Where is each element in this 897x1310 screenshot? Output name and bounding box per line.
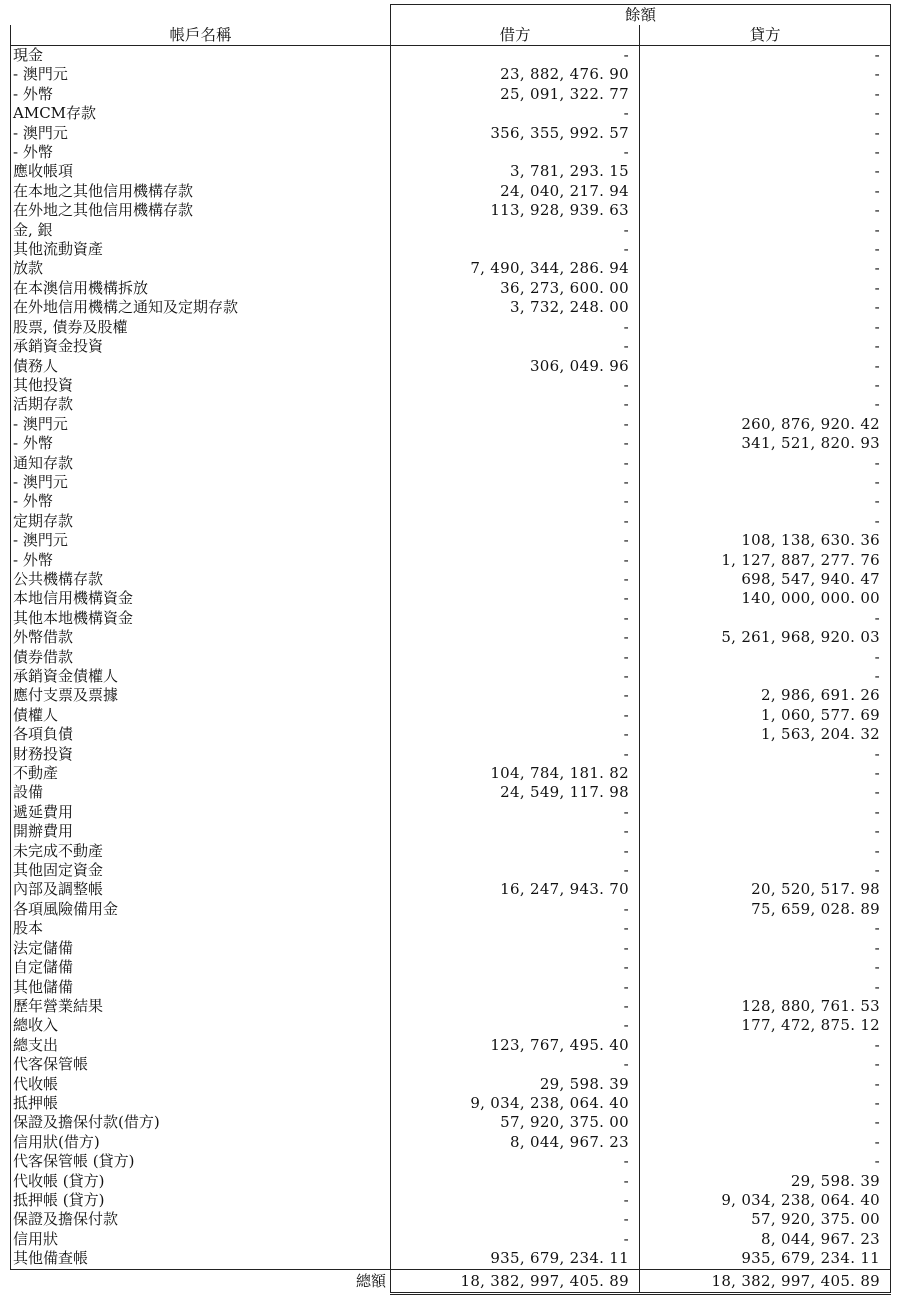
table-row — [11, 1191, 891, 1210]
header-row-top — [11, 5, 891, 26]
table-row — [11, 764, 891, 783]
debit-cell: 16, 247, 943. 70 — [391, 880, 640, 899]
account-name-cell: - 外幣 — [11, 434, 391, 453]
table-row — [11, 939, 891, 958]
table-row — [11, 997, 891, 1016]
credit-header: 貸方 — [640, 25, 891, 46]
credit-cell: - — [640, 454, 891, 473]
account-name-cell: 代收帳 (貸方) — [11, 1172, 391, 1191]
debit-cell: - — [391, 492, 640, 511]
credit-cell: - — [640, 143, 891, 162]
debit-cell: - — [391, 104, 640, 123]
debit-cell: - — [391, 686, 640, 705]
debit-cell: - — [391, 221, 640, 240]
debit-cell: - — [391, 842, 640, 861]
account-name-cell: 本地信用機構資金 — [11, 589, 391, 608]
credit-cell: - — [640, 318, 891, 337]
credit-cell: - — [640, 376, 891, 395]
table-row — [11, 182, 891, 201]
account-name-cell: 法定儲備 — [11, 939, 391, 958]
debit-cell: - — [391, 745, 640, 764]
debit-cell: 113, 928, 939. 63 — [391, 201, 640, 220]
debit-cell: - — [391, 434, 640, 453]
credit-cell: - — [640, 46, 891, 66]
account-name-cell: 各項風險備用金 — [11, 900, 391, 919]
credit-cell: - — [640, 357, 891, 376]
account-name-cell: 抵押帳 (貸方) — [11, 1191, 391, 1210]
debit-cell: - — [391, 143, 640, 162]
table-row — [11, 531, 891, 550]
account-name-cell: 其他固定資金 — [11, 861, 391, 880]
table-row — [11, 298, 891, 317]
debit-cell: - — [391, 570, 640, 589]
table-row — [11, 143, 891, 162]
credit-cell: - — [640, 85, 891, 104]
credit-cell: - — [640, 104, 891, 123]
account-name-cell: 其他流動資產 — [11, 240, 391, 259]
account-name-cell: 代收帳 — [11, 1075, 391, 1094]
table-row — [11, 492, 891, 511]
table-row — [11, 686, 891, 705]
credit-cell: 1, 563, 204. 32 — [640, 725, 891, 744]
table-row — [11, 259, 891, 278]
account-name-cell: - 澳門元 — [11, 415, 391, 434]
credit-cell: 128, 880, 761. 53 — [640, 997, 891, 1016]
account-name-cell: - 外幣 — [11, 143, 391, 162]
credit-cell: - — [640, 1152, 891, 1171]
debit-cell: - — [391, 997, 640, 1016]
account-name-header: 帳戶名稱 — [11, 25, 391, 46]
credit-cell: - — [640, 162, 891, 181]
debit-cell: 29, 598. 39 — [391, 1075, 640, 1094]
table-row — [11, 551, 891, 570]
debit-cell: - — [391, 978, 640, 997]
account-name-cell: 外幣借款 — [11, 628, 391, 647]
debit-cell: - — [391, 919, 640, 938]
account-name-cell: 公共機構存款 — [11, 570, 391, 589]
credit-cell: - — [640, 337, 891, 356]
credit-cell: - — [640, 978, 891, 997]
account-name-cell: 債券借款 — [11, 648, 391, 667]
credit-cell: 2, 986, 691. 26 — [640, 686, 891, 705]
account-name-cell: - 外幣 — [11, 551, 391, 570]
balance-header: 餘額 — [391, 5, 891, 26]
table-row — [11, 628, 891, 647]
table-row — [11, 725, 891, 744]
debit-cell: - — [391, 958, 640, 977]
debit-cell: 104, 784, 181. 82 — [391, 764, 640, 783]
account-name-cell: 承銷資金債權人 — [11, 667, 391, 686]
account-name-cell: 金, 銀 — [11, 221, 391, 240]
credit-cell: - — [640, 609, 891, 628]
credit-cell: 5, 261, 968, 920. 03 — [640, 628, 891, 647]
account-name-cell: AMCM存款 — [11, 104, 391, 123]
credit-cell: 1, 060, 577. 69 — [640, 706, 891, 725]
account-name-cell: 在外地之其他信用機構存款 — [11, 201, 391, 220]
header-row-sub — [11, 25, 891, 46]
credit-cell: 75, 659, 028. 89 — [640, 900, 891, 919]
credit-cell: - — [640, 919, 891, 938]
account-name-cell: 代客保管帳 — [11, 1055, 391, 1074]
debit-cell: 123, 767, 495. 40 — [391, 1036, 640, 1055]
table-row — [11, 1094, 891, 1113]
credit-cell: - — [640, 1113, 891, 1132]
table-row — [11, 1016, 891, 1035]
trial-balance-sheet — [10, 4, 890, 1295]
table-row — [11, 221, 891, 240]
table-row — [11, 512, 891, 531]
credit-cell: - — [640, 1036, 891, 1055]
debit-cell: - — [391, 1210, 640, 1229]
credit-cell: - — [640, 201, 891, 220]
table-row — [11, 376, 891, 395]
debit-cell: 7, 490, 344, 286. 94 — [391, 259, 640, 278]
debit-cell: 36, 273, 600. 00 — [391, 279, 640, 298]
debit-cell: 23, 882, 476. 90 — [391, 65, 640, 84]
credit-cell: - — [640, 65, 891, 84]
table-row — [11, 337, 891, 356]
credit-cell: - — [640, 939, 891, 958]
account-name-cell: 其他備查帳 — [11, 1249, 391, 1269]
debit-cell: - — [391, 415, 640, 434]
debit-cell: - — [391, 1191, 640, 1210]
account-name-cell: - 澳門元 — [11, 473, 391, 492]
table-row — [11, 842, 891, 861]
credit-cell: - — [640, 1075, 891, 1094]
table-row — [11, 279, 891, 298]
table-row — [11, 318, 891, 337]
account-name-cell: 信用狀 — [11, 1230, 391, 1249]
credit-cell: - — [640, 667, 891, 686]
table-row — [11, 958, 891, 977]
credit-cell: - — [640, 764, 891, 783]
table-row — [11, 861, 891, 880]
debit-cell: 25, 091, 322. 77 — [391, 85, 640, 104]
account-name-cell: - 澳門元 — [11, 531, 391, 550]
debit-cell: - — [391, 1055, 640, 1074]
debit-cell: 306, 049. 96 — [391, 357, 640, 376]
account-name-cell: 通知存款 — [11, 454, 391, 473]
account-name-cell: - 澳門元 — [11, 124, 391, 143]
total-label: 總額 — [355, 1272, 386, 1291]
account-name-cell: 股本 — [11, 919, 391, 938]
debit-cell: - — [391, 589, 640, 608]
account-name-cell: 其他本地機構資金 — [11, 609, 391, 628]
credit-cell: - — [640, 745, 891, 764]
table-row — [11, 880, 891, 899]
account-name-cell: 保證及擔保付款 — [11, 1210, 391, 1229]
debit-cell: - — [391, 531, 640, 550]
credit-cell: - — [640, 1094, 891, 1113]
debit-cell: - — [391, 512, 640, 531]
table-row — [11, 1172, 891, 1191]
credit-cell: - — [640, 648, 891, 667]
credit-cell: 9, 034, 238, 064. 40 — [640, 1191, 891, 1210]
credit-cell: 341, 521, 820. 93 — [640, 434, 891, 453]
table-row — [11, 162, 891, 181]
credit-cell: - — [640, 822, 891, 841]
debit-cell: - — [391, 1152, 640, 1171]
table-row — [11, 589, 891, 608]
debit-cell: - — [391, 939, 640, 958]
account-name-cell: 放款 — [11, 259, 391, 278]
debit-cell: - — [391, 337, 640, 356]
credit-cell: - — [640, 783, 891, 802]
table-row — [11, 803, 891, 822]
account-name-cell: 抵押帳 — [11, 1094, 391, 1113]
credit-cell: 108, 138, 630. 36 — [640, 531, 891, 550]
credit-cell: - — [640, 182, 891, 201]
debit-cell: 24, 040, 217. 94 — [391, 182, 640, 201]
account-name-cell: 代客保管帳 (貸方) — [11, 1152, 391, 1171]
table-row — [11, 1075, 891, 1094]
credit-cell: - — [640, 473, 891, 492]
debit-cell: - — [391, 706, 640, 725]
credit-cell: 8, 044, 967. 23 — [640, 1230, 891, 1249]
table-row — [11, 1133, 891, 1152]
account-name-cell: 設備 — [11, 783, 391, 802]
table-row — [11, 1230, 891, 1249]
credit-cell: - — [640, 124, 891, 143]
debit-cell: - — [391, 861, 640, 880]
account-name-cell: 歷年營業結果 — [11, 997, 391, 1016]
account-name-cell: - 外幣 — [11, 492, 391, 511]
credit-cell: - — [640, 1055, 891, 1074]
account-name-cell: 現金 — [11, 46, 391, 66]
credit-cell: - — [640, 803, 891, 822]
table-row — [11, 46, 891, 66]
account-name-cell: 各項負債 — [11, 725, 391, 744]
account-name-cell: 內部及調整帳 — [11, 880, 391, 899]
account-name-cell: 自定儲備 — [11, 958, 391, 977]
debit-cell: - — [391, 454, 640, 473]
debit-cell: - — [391, 473, 640, 492]
table-row — [11, 570, 891, 589]
credit-cell: - — [640, 221, 891, 240]
table-row — [11, 1249, 891, 1269]
account-name-cell: 債務人 — [11, 357, 391, 376]
table-row — [11, 201, 891, 220]
account-name-cell: - 澳門元 — [11, 65, 391, 84]
table-row — [11, 415, 891, 434]
debit-cell: - — [391, 1016, 640, 1035]
debit-cell: - — [391, 725, 640, 744]
table-row — [11, 124, 891, 143]
table-row — [11, 900, 891, 919]
credit-cell: 260, 876, 920. 42 — [640, 415, 891, 434]
table-row — [11, 978, 891, 997]
account-name-cell: 總支出 — [11, 1036, 391, 1055]
account-name-cell: 應付支票及票據 — [11, 686, 391, 705]
account-name-cell: 財務投資 — [11, 745, 391, 764]
debit-cell: - — [391, 803, 640, 822]
table-row — [11, 104, 891, 123]
table-row — [11, 783, 891, 802]
credit-cell: 29, 598. 39 — [640, 1172, 891, 1191]
debit-cell: - — [391, 628, 640, 647]
table-row — [11, 609, 891, 628]
credit-cell: - — [640, 240, 891, 259]
table-row — [11, 1113, 891, 1132]
credit-cell: - — [640, 298, 891, 317]
credit-cell: - — [640, 1133, 891, 1152]
account-name-cell: 債權人 — [11, 706, 391, 725]
account-name-cell: 在本地之其他信用機構存款 — [11, 182, 391, 201]
account-name-cell: 總收入 — [11, 1016, 391, 1035]
credit-cell: 935, 679, 234. 11 — [640, 1249, 891, 1269]
table-row — [11, 1036, 891, 1055]
account-name-cell: 保證及擔保付款(借方) — [11, 1113, 391, 1132]
debit-cell: 57, 920, 375. 00 — [391, 1113, 640, 1132]
account-name-cell: 開辦費用 — [11, 822, 391, 841]
debit-cell: - — [391, 609, 640, 628]
account-name-cell: - 外幣 — [11, 85, 391, 104]
debit-header: 借方 — [391, 25, 640, 46]
table-row — [11, 434, 891, 453]
debit-cell: 24, 549, 117. 98 — [391, 783, 640, 802]
table-body — [11, 46, 891, 1270]
balance-table — [10, 4, 891, 1295]
total-row — [11, 1269, 891, 1293]
credit-cell: - — [640, 842, 891, 861]
account-name-cell: 應收帳項 — [11, 162, 391, 181]
account-name-cell: 定期存款 — [11, 512, 391, 531]
table-row — [11, 648, 891, 667]
credit-cell: 140, 000, 000. 00 — [640, 589, 891, 608]
debit-cell: 3, 732, 248. 00 — [391, 298, 640, 317]
total-credit: 18, 382, 997, 405. 89 — [640, 1269, 891, 1293]
credit-cell: - — [640, 279, 891, 298]
account-name-cell: 活期存款 — [11, 395, 391, 414]
table-row — [11, 454, 891, 473]
debit-cell: - — [391, 46, 640, 66]
table-row — [11, 706, 891, 725]
debit-cell: - — [391, 240, 640, 259]
account-name-cell: 承銷資金投資 — [11, 337, 391, 356]
debit-cell: 356, 355, 992. 57 — [391, 124, 640, 143]
account-name-cell: 信用狀(借方) — [11, 1133, 391, 1152]
credit-cell: - — [640, 512, 891, 531]
table-row — [11, 745, 891, 764]
debit-cell: - — [391, 648, 640, 667]
debit-cell: - — [391, 900, 640, 919]
debit-cell: - — [391, 667, 640, 686]
table-row — [11, 240, 891, 259]
table-row — [11, 473, 891, 492]
table-row — [11, 1210, 891, 1229]
credit-cell: - — [640, 492, 891, 511]
credit-cell: - — [640, 958, 891, 977]
credit-cell: - — [640, 395, 891, 414]
debit-cell: - — [391, 376, 640, 395]
table-row — [11, 667, 891, 686]
debit-cell: - — [391, 318, 640, 337]
table-row — [11, 822, 891, 841]
table-row — [11, 1152, 891, 1171]
credit-cell: 20, 520, 517. 98 — [640, 880, 891, 899]
table-row — [11, 85, 891, 104]
debit-cell: - — [391, 1230, 640, 1249]
account-name-cell: 股票, 債券及股權 — [11, 318, 391, 337]
table-row — [11, 919, 891, 938]
account-name-cell: 不動產 — [11, 764, 391, 783]
account-name-cell: 其他儲備 — [11, 978, 391, 997]
account-name-cell: 其他投資 — [11, 376, 391, 395]
credit-cell: 1, 127, 887, 277. 76 — [640, 551, 891, 570]
debit-cell: - — [391, 1172, 640, 1191]
account-name-cell: 在外地信用機構之通知及定期存款 — [11, 298, 391, 317]
account-name-cell: 遞延費用 — [11, 803, 391, 822]
debit-cell: 935, 679, 234. 11 — [391, 1249, 640, 1269]
account-name-cell: 在本澳信用機構拆放 — [11, 279, 391, 298]
credit-cell: 57, 920, 375. 00 — [640, 1210, 891, 1229]
table-row — [11, 65, 891, 84]
debit-cell: - — [391, 395, 640, 414]
credit-cell: 698, 547, 940. 47 — [640, 570, 891, 589]
debit-cell: 9, 034, 238, 064. 40 — [391, 1094, 640, 1113]
table-row — [11, 395, 891, 414]
account-name-cell: 未完成不動產 — [11, 842, 391, 861]
table-row — [11, 1055, 891, 1074]
credit-cell: - — [640, 861, 891, 880]
total-debit: 18, 382, 997, 405. 89 — [391, 1269, 640, 1293]
credit-cell: 177, 472, 875. 12 — [640, 1016, 891, 1035]
debit-cell: - — [391, 551, 640, 570]
credit-cell: - — [640, 259, 891, 278]
table-row — [11, 357, 891, 376]
debit-cell: 8, 044, 967. 23 — [391, 1133, 640, 1152]
debit-cell: - — [391, 822, 640, 841]
debit-cell: 3, 781, 293. 15 — [391, 162, 640, 181]
